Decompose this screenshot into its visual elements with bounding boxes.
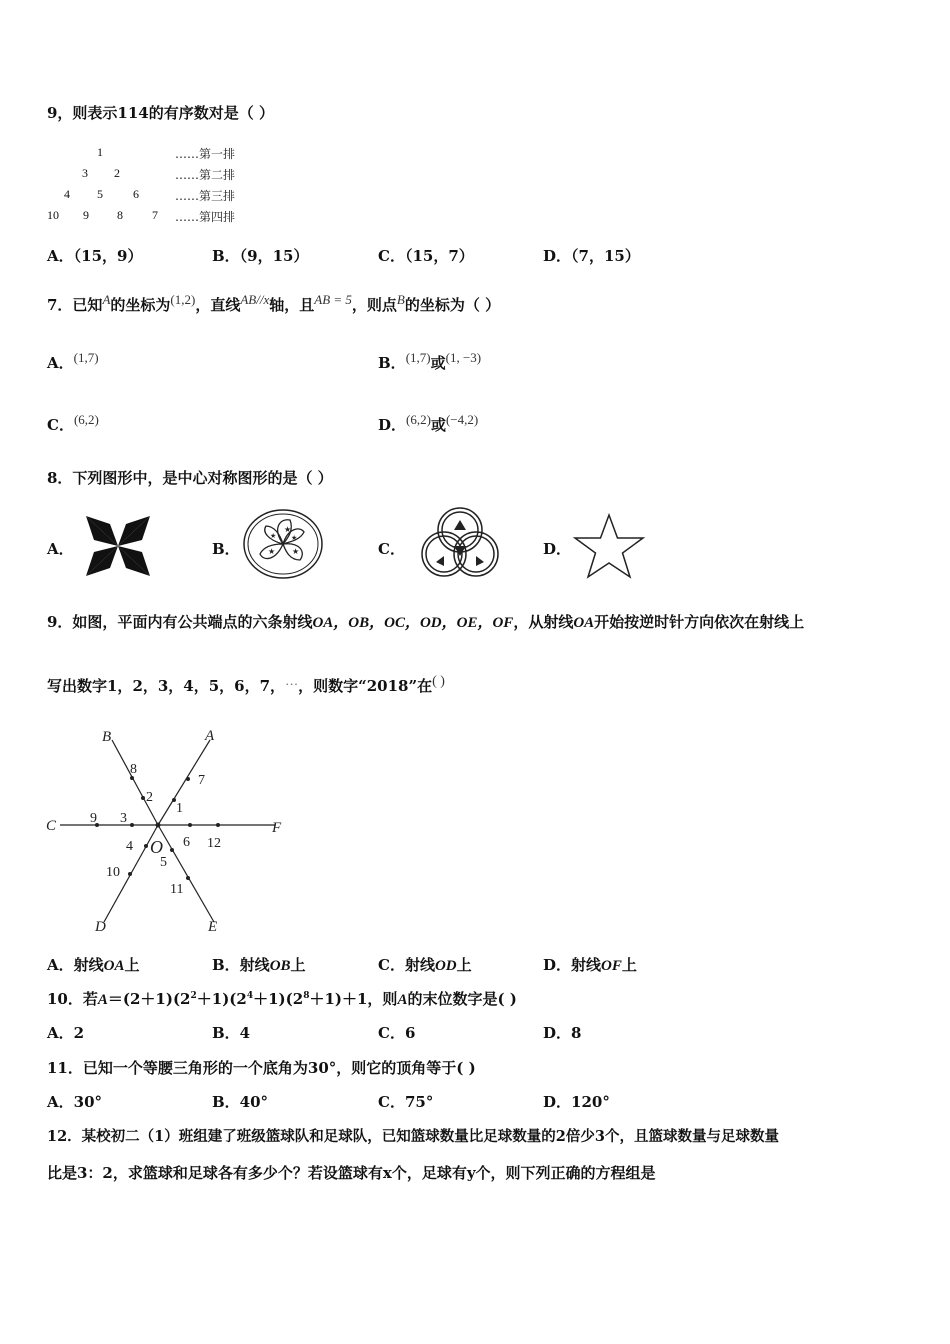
- option-d[interactable]: D．（7，15）: [543, 247, 640, 265]
- ray-label-c: C: [46, 818, 57, 834]
- ray-number: 8: [130, 762, 137, 777]
- option-c[interactable]: C．6: [378, 1024, 416, 1042]
- option-b[interactable]: B．射线OB上: [212, 956, 306, 974]
- option-d[interactable]: D．射线OF上: [543, 956, 637, 974]
- question-8-stem: 8．下列图形中，是中心对称图形的是（ ）: [47, 469, 333, 487]
- six-rays-figure: [40, 722, 300, 938]
- ray-number: 11: [170, 882, 184, 897]
- ray-number: 12: [207, 836, 221, 851]
- option-a[interactable]: A．30°: [47, 1093, 103, 1111]
- option-a[interactable]: A．（15，9）: [47, 247, 143, 265]
- svg-text:★: ★: [284, 525, 292, 534]
- option-a[interactable]: A．射线OA上: [47, 956, 140, 974]
- option-a[interactable]: A．: [47, 540, 74, 558]
- question-12-line1: 12．某校初二（1）班组建了班级篮球队和足球队，已知篮球数量比足球数量的2倍少3个，且篮球数量与足球数量: [47, 1128, 779, 1145]
- ray-number: 1: [176, 801, 183, 816]
- ray-label-d: D: [95, 919, 106, 935]
- triangle-number: 7: [152, 208, 158, 222]
- triangle-number: 6: [133, 187, 139, 201]
- question-prev-stem: 9，则表示114的有序数对是（ ）: [47, 104, 274, 122]
- triangle-number: 5: [97, 187, 103, 201]
- ray-label-b: B: [102, 729, 112, 745]
- star-outline-figure[interactable]: [572, 512, 646, 580]
- option-a[interactable]: A．$^{(1,7)}$: [47, 350, 99, 372]
- question-12-line2: 比是3：2，求篮球和足球各有多少个？若设篮球有x个，足球有y个，则下列正确的方程组是: [47, 1164, 656, 1182]
- svg-text:★: ★: [291, 534, 298, 542]
- triangle-number: 3: [82, 166, 88, 180]
- ray-number: 3: [120, 811, 127, 826]
- ray-label-f: F: [272, 820, 282, 836]
- ray-number: 5: [160, 855, 167, 870]
- row-label: ……第三排: [175, 189, 236, 203]
- option-b[interactable]: B．4: [212, 1024, 251, 1042]
- ray-number: 7: [198, 773, 205, 788]
- four-blade-figure[interactable]: [82, 512, 154, 580]
- ray-number: 9: [90, 811, 97, 826]
- triangle-number: 1: [97, 145, 103, 159]
- option-c[interactable]: C．（15，7）: [378, 247, 474, 265]
- option-d[interactable]: D．8: [543, 1024, 582, 1042]
- origin-label: O: [150, 837, 163, 857]
- row-label: ……第四排: [175, 210, 236, 224]
- option-b[interactable]: B．: [212, 540, 240, 558]
- ray-number: 10: [106, 865, 120, 880]
- ray-label-e: E: [208, 919, 218, 935]
- row-label: ……第二排: [175, 168, 236, 182]
- option-d[interactable]: D．120°: [543, 1093, 610, 1111]
- question-7-stem: 7．已知$^A$的坐标为$^{(1,2)}$，直线$^{AB//x}$轴，且$^{AB = 5}$，则点$^B$的坐标为（ ）: [47, 292, 501, 314]
- option-c[interactable]: C．射线OD上: [378, 956, 472, 974]
- option-d[interactable]: D．: [543, 540, 572, 558]
- triangle-number: 9: [83, 208, 89, 222]
- question-9-line1: 9．如图，平面内有公共端点的六条射线OA，OB，OC，OD，OE，OF，从射线OA开始按逆时针方向依次在射线上: [47, 613, 805, 631]
- bauhinia-emblem[interactable]: [242, 508, 324, 580]
- option-b[interactable]: B．$^{(1,7)}$或$^{(1, -3)}$: [378, 350, 482, 372]
- ray-number: 2: [146, 790, 153, 805]
- option-c[interactable]: C．: [378, 540, 405, 558]
- option-a[interactable]: A．2: [47, 1024, 85, 1042]
- question-11-stem: 11．已知一个等腰三角形的一个底角为30°，则它的顶角等于( ): [47, 1059, 476, 1077]
- option-c[interactable]: C．$^{(6,2)}$: [47, 412, 99, 434]
- option-c[interactable]: C．75°: [378, 1093, 434, 1111]
- trinity-knot-figure[interactable]: [414, 502, 506, 580]
- ray-number: 4: [126, 839, 133, 854]
- question-10-stem: 10．若$A=(2+1)(2^2+1)(2^4+1)(2^8+1)+1$，则A的末位数字是( ): [47, 990, 517, 1008]
- svg-text:★: ★: [268, 547, 276, 556]
- option-d[interactable]: D．$^{(6,2)}$或$^{(-4,2)}$: [378, 412, 479, 434]
- option-b[interactable]: B．40°: [212, 1093, 269, 1111]
- triangle-number: 8: [117, 208, 123, 222]
- svg-text:★: ★: [292, 547, 300, 556]
- svg-text:★: ★: [270, 532, 277, 540]
- triangle-number: 4: [64, 187, 70, 201]
- question-9-line2: 写出数字1，2，3，4，5，6，7，…，则数字“2018”在( ): [47, 673, 445, 695]
- ray-number: 6: [183, 835, 190, 850]
- option-b[interactable]: B．（9，15）: [212, 247, 309, 265]
- row-label: ……第一排: [175, 147, 236, 161]
- triangle-number: 2: [114, 166, 120, 180]
- ray-label-a: A: [205, 728, 215, 744]
- triangle-number: 10: [47, 208, 59, 222]
